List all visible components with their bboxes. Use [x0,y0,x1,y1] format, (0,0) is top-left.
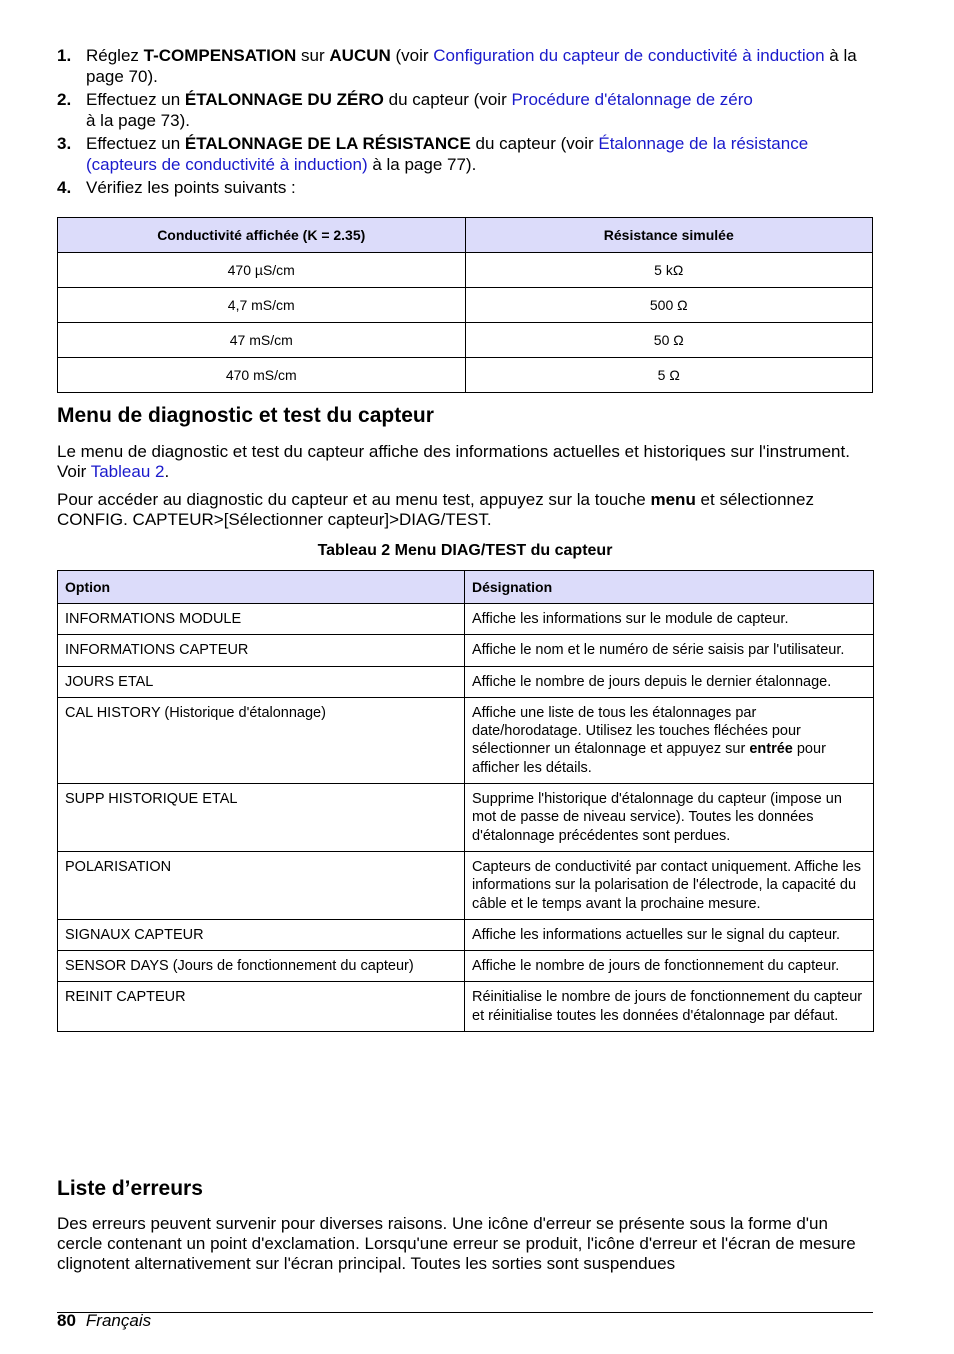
step-item: 2. Effectuez un ÉTALONNAGE DU ZÉRO du capteur (voir Procédure d'étalonnage de zéro à la page 73). [57,90,753,130]
footer-divider [57,1312,873,1313]
link-procedure-zero[interactable]: Procédure d'étalonnage de zéro [511,90,753,109]
table-row: 470 mS/cm 5 Ω [58,358,873,393]
table-row: SIGNAUX CAPTEUR Affiche les informations actuelles sur le signal du capteur. [58,919,874,950]
link-tableau-2[interactable]: Tableau 2 [90,462,165,481]
diag-test-table [57,570,874,1032]
step-number: 2. [57,90,72,109]
column-header: Résistance simulée [465,218,873,253]
table-row: SENSOR DAYS (Jours de fonctionnement du capteur) Affiche le nombre de jours de fonctionnement du capteur. [58,951,874,982]
table-header-row [58,218,873,253]
link-etalonnage-resistance[interactable]: Étalonnage de la résistance (capteurs de conductivité à induction) [86,134,809,174]
table-row: POLARISATION Capteurs de conductivité par contact uniquement. Affiche les informations sur la polarisation de l'électrode, la capacité du câble et le temps avant la prochaine mesure. [58,851,874,919]
step-number: 4. [57,178,72,197]
section-heading: Menu de diagnostic et test du capteur [57,404,434,427]
step-number: 3. [57,134,72,153]
table-row: SUPP HISTORIQUE ETAL Supprime l'historique d'étalonnage du capteur (impose un mot de passe de niveau service). Toutes les données d'étalonnage précédentes sont perdues. [58,784,874,852]
table-row: 47 mS/cm 50 Ω [58,323,873,358]
column-header: Conductivité affichée (K = 2.35) [58,218,466,253]
column-header: Désignation [465,571,874,604]
table-row: REINIT CAPTEUR Réinitialise le nombre de jours de fonctionnement du capteur et réinitialise toutes les données d'étalonnage par défaut. [58,982,874,1032]
step-number: 1. [57,46,72,65]
paragraph: Pour accéder au diagnostic du capteur et au menu test, appuyez sur la touche menu et sélectionnez CONFIG. CAPTEUR>[Sélectionner capteur]>DIAG/TEST. [57,490,814,529]
verification-table [57,217,873,393]
footer-language: Français [85,1311,152,1330]
step-item: 4. Vérifiez les points suivants : [57,178,296,197]
table-row: INFORMATIONS MODULE Affiche les informations sur le module de capteur. [58,604,874,635]
section-heading: Liste d’erreurs [57,1177,203,1200]
page-footer [57,1311,151,1331]
page-number: 80 [57,1311,76,1330]
link-config-capteur-induction[interactable]: Configuration du capteur de conductivité à induction [433,46,825,65]
table-row: JOURS ETAL Affiche le nombre de jours depuis le dernier étalonnage. [58,666,874,697]
table-header-row [58,571,874,604]
paragraph: Des erreurs peuvent survenir pour diverses raisons. Une icône d'erreur se présente sous la forme d'un cercle contenant un point d'exclamation. Lorsqu'une erreur se produit, l'icône d'erreur et l'écran de mesure clignotent alternativement sur l'écran principal. Toutes les sorties sont suspendues [57,1214,856,1273]
column-header: Option [58,571,465,604]
paragraph: Le menu de diagnostic et test du capteur affiche des informations actuelles et historiques sur l'instrument. Voir Tableau 2. [57,442,850,481]
table-row: 470 µS/cm 5 kΩ [58,253,873,288]
table-caption: Tableau 2 Menu DIAG/TEST du capteur [317,542,613,559]
table-row: 4,7 mS/cm 500 Ω [58,288,873,323]
step-item: 3. Effectuez un ÉTALONNAGE DE LA RÉSISTANCE du capteur (voir Étalonnage de la résistance (capteurs de conductivité à induction) à la page 77). [57,134,809,174]
step-item: 1. Réglez T-COMPENSATION sur AUCUN (voir Configuration du capteur de conductivité à induction à la page 70). [57,46,857,86]
table-row: CAL HISTORY (Historique d'étalonnage) Affiche une liste de tous les étalonnages par date/horodatage. Utilisez les touches fléchées pour sélectionner un étalonnage et appuyez sur entrée pour afficher les détails. [58,697,874,783]
procedure-steps [57,45,873,200]
table-row: INFORMATIONS CAPTEUR Affiche le nom et le numéro de série saisis par l'utilisateur. [58,635,874,666]
